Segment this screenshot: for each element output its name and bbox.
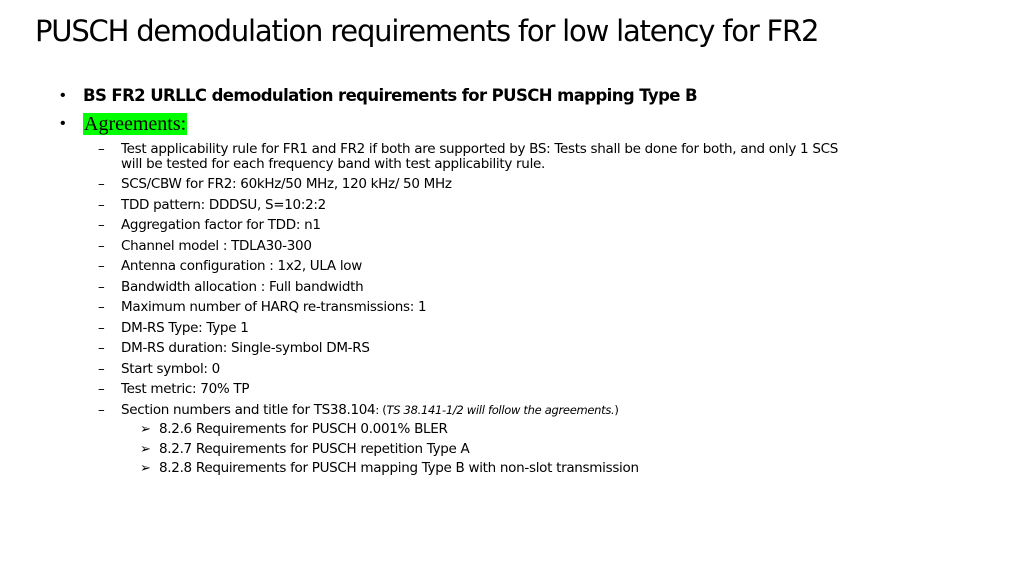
arrow-bullet-icon: ➢ [140, 441, 151, 457]
dash-icon: – [98, 237, 105, 254]
agreement-item [60, 359, 960, 380]
dash-icon: – [98, 278, 105, 295]
agreement-text: SCS/CBW for FR2: 60kHz/50 MHz, 120 kHz/ 50 MHz [121, 176, 452, 192]
dash-icon: – [98, 340, 105, 356]
agreement-item [60, 379, 960, 400]
section-line-text: Section numbers and title for TS38.104 [121, 401, 376, 418]
agreement-text: TDD pattern: DDDSU, S=10:2:2 [121, 196, 326, 213]
agreement-text: Start symbol: 0 [121, 360, 220, 377]
dash-icon: – [98, 319, 105, 336]
agreement-text: Aggregation factor for TDD: n1 [121, 217, 321, 233]
dash-icon: – [98, 217, 105, 233]
bullet-dot-icon: • [60, 115, 66, 132]
section-item [60, 420, 960, 440]
agreement-item [60, 277, 960, 298]
agreement-item [60, 297, 960, 318]
dash-icon: – [98, 360, 105, 377]
section-item [60, 440, 960, 460]
agreement-text: Bandwidth allocation : Full bandwidth [121, 278, 364, 295]
agreement-item-sections [60, 400, 960, 421]
dash-icon: – [98, 381, 105, 397]
section-line-close: ) [614, 402, 619, 417]
dash-icon: – [98, 196, 105, 213]
dash-icon: – [98, 299, 105, 315]
dash-icon: – [98, 141, 105, 157]
agreement-text: DM-RS duration: Single-symbol DM-RS [121, 340, 370, 356]
section-text: 8.2.6 Requirements for PUSCH 0.001% BLER [159, 421, 448, 437]
agreement-item [60, 174, 960, 195]
section-line-colon: : ( [375, 402, 387, 417]
agreement-text-continued: will be tested for each frequency band with test applicability rule. [121, 155, 546, 172]
agreements-container [60, 139, 960, 479]
agreement-item [60, 256, 960, 277]
agreements-label: Agreements: [84, 113, 187, 135]
agreement-item [60, 338, 960, 359]
dash-icon: – [98, 401, 105, 418]
agreement-text: Test applicability rule for FR1 and FR2 if both are supported by BS: Tests shall be done for both, and only 1 SCS [121, 141, 839, 157]
agreement-item [60, 236, 960, 257]
agreement-text: Test metric: 70% TP [121, 381, 250, 397]
agreement-text: Maximum number of HARQ re-transmissions: 1 [121, 299, 427, 315]
section-text: 8.2.7 Requirements for PUSCH repetition Type A [159, 440, 470, 457]
agreement-item [60, 195, 960, 216]
bullet-dot-icon: • [60, 87, 66, 104]
arrow-bullet-icon: ➢ [140, 422, 151, 437]
dash-icon: – [98, 176, 105, 192]
bullet-list [60, 82, 960, 479]
agreement-text: Antenna configuration : 1x2, ULA low [121, 258, 362, 274]
slide-title: PUSCH demodulation requirements for low latency for FR2 [35, 14, 819, 48]
agreement-item [60, 139, 960, 174]
bullet-text-heading: BS FR2 URLLC demodulation requirements for PUSCH mapping Type B [83, 86, 698, 105]
agreement-text: Channel model : TDLA30-300 [121, 237, 312, 254]
section-line-note: TS 38.141-1/2 will follow the agreements. [386, 402, 615, 417]
arrow-bullet-icon: ➢ [140, 461, 151, 476]
sections-container [60, 420, 960, 479]
section-item [60, 459, 960, 479]
bullet-item [60, 82, 960, 110]
agreement-text: DM-RS Type: Type 1 [121, 319, 249, 336]
bullet-item [60, 110, 960, 139]
dash-icon: – [98, 258, 105, 274]
sections-list [60, 420, 960, 479]
agreements-list [60, 139, 960, 479]
agreement-item [60, 318, 960, 339]
section-text: 8.2.8 Requirements for PUSCH mapping Type B with non-slot transmission [159, 460, 639, 476]
agreement-item [60, 215, 960, 236]
